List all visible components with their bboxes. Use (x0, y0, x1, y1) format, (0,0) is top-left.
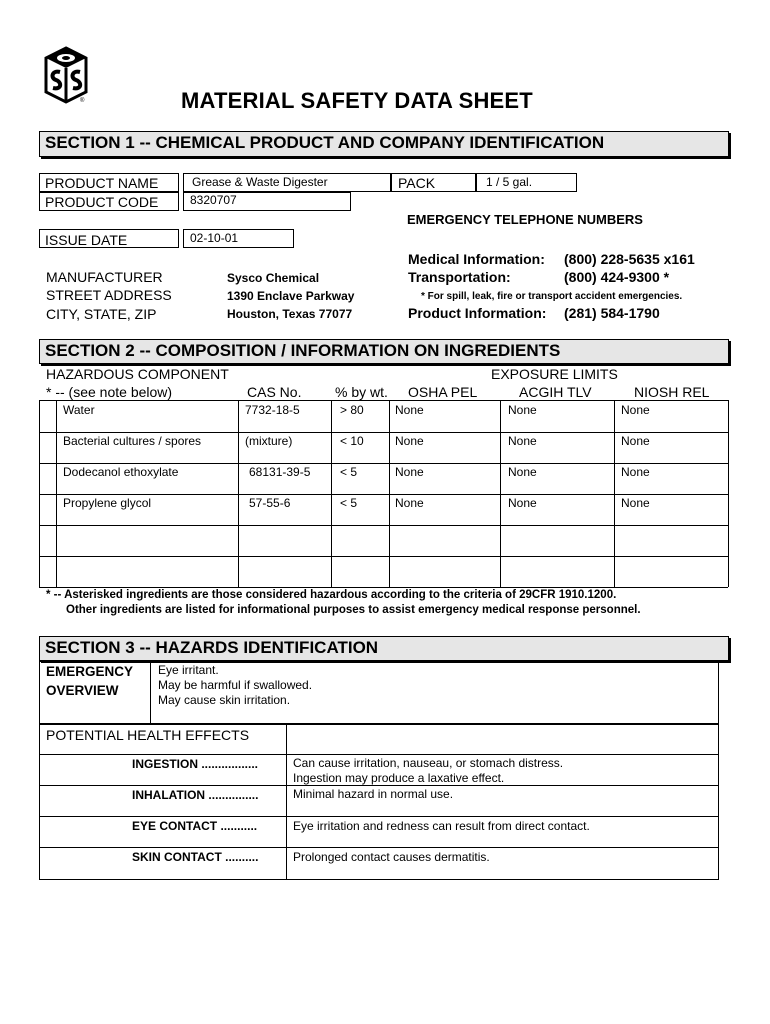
medical-value: (800) 228-5635 x161 (564, 251, 695, 267)
table-row-2-name: Dodecanol ethoxylate (63, 465, 179, 479)
pack-value: 1 / 5 gal. (486, 175, 533, 189)
emergency-overview-label-2: OVERVIEW (46, 683, 119, 698)
table-row-3-osha: None (395, 496, 424, 510)
emergency-overview-box (39, 661, 719, 724)
transport-value: (800) 424-9300 * (564, 269, 670, 285)
table-row-1-cas: (mixture) (245, 434, 293, 448)
issue-date-label: ISSUE DATE (45, 232, 128, 248)
table-row-2-cas: 68131-39-5 (249, 465, 311, 479)
city-label: CITY, STATE, ZIP (46, 306, 157, 322)
potential-health-effects-heading: POTENTIAL HEALTH EFFECTS (46, 727, 250, 743)
product-code-label: PRODUCT CODE (45, 194, 159, 210)
spill-note: * For spill, leak, fire or transport accident emergencies. (421, 291, 683, 302)
pack-label: PACK (398, 175, 436, 191)
table-row-0-pct: > 80 (340, 403, 364, 417)
company-logo: ® (44, 46, 88, 104)
effect-desc-ingestion-2: Ingestion may produce a laxative effect. (293, 771, 505, 785)
col-osha-header: OSHA PEL (408, 384, 478, 400)
table-row-2-osha: None (395, 465, 424, 479)
street-label: STREET ADDRESS (46, 287, 172, 303)
document-title: MATERIAL SAFETY DATA SHEET (181, 88, 533, 113)
overview-line-3: May cause skin irritation. (158, 693, 291, 707)
table-row-0-cas: 7732-18-5 (245, 403, 300, 417)
col-niosh-header: NIOSH REL (634, 384, 710, 400)
medical-label: Medical Information: (408, 251, 545, 267)
col-cas-header: CAS No. (247, 384, 302, 400)
table-row-0-osha: None (395, 403, 424, 417)
table-row-0-niosh: None (621, 403, 650, 417)
table-row-3-acgih: None (508, 496, 537, 510)
table-row-0-acgih: None (508, 403, 537, 417)
overview-line-2: May be harmful if swallowed. (158, 678, 313, 692)
table-row-1-niosh: None (621, 434, 650, 448)
table-row-2-acgih: None (508, 465, 537, 479)
manufacturer-value: Sysco Chemical (227, 271, 320, 285)
footnote-asterisk: * -- Asterisked ingredients are those considered hazardous according to the criteria of 29CFR 1910.1200. (46, 589, 617, 601)
effect-desc-inhalation: Minimal hazard in normal use. (293, 787, 454, 801)
table-row-1-pct: < 10 (340, 434, 364, 448)
table-row-3-name: Propylene glycol (63, 496, 152, 510)
table-row-3-pct: < 5 (340, 496, 358, 510)
col-acgih-header: ACGIH TLV (519, 384, 592, 400)
city-value: Houston, Texas 77077 (227, 307, 353, 321)
section-3-heading: SECTION 3 -- HAZARDS IDENTIFICATION (39, 636, 729, 661)
table-row-2-pct: < 5 (340, 465, 358, 479)
street-value: 1390 Enclave Parkway (227, 289, 355, 303)
exposure-limits-label: EXPOSURE LIMITS (491, 366, 618, 382)
product-name-value: Grease & Waste Digester (192, 175, 328, 189)
effect-route-skin: SKIN CONTACT .......... (132, 850, 259, 864)
table-row-2-niosh: None (621, 465, 650, 479)
effect-route-ingestion: INGESTION ................. (132, 757, 259, 771)
section-2-heading: SECTION 2 -- COMPOSITION / INFORMATION ON INGREDIENTS (39, 339, 729, 364)
overview-line-1: Eye irritant. (158, 663, 219, 677)
product-code-value: 8320707 (190, 193, 237, 207)
table-row-1-acgih: None (508, 434, 537, 448)
effect-desc-eye: Eye irritation and redness can result from direct contact. (293, 819, 590, 833)
product-name-label: PRODUCT NAME (45, 175, 159, 191)
effect-desc-skin: Prolonged contact causes dermatitis. (293, 850, 490, 864)
table-row-0-name: Water (63, 403, 95, 417)
section-1-heading: SECTION 1 -- CHEMICAL PRODUCT AND COMPANY IDENTIFICATION (39, 131, 729, 157)
table-row-1-name: Bacterial cultures / spores (63, 434, 202, 448)
transport-label: Transportation: (408, 269, 511, 285)
product-info-value: (281) 584-1790 (564, 305, 660, 321)
manufacturer-label: MANUFACTURER (46, 269, 163, 285)
issue-date-value: 02-10-01 (190, 231, 239, 245)
effect-route-eye: EYE CONTACT ........... (132, 819, 258, 833)
table-row-3-niosh: None (621, 496, 650, 510)
emergency-overview-label-1: EMERGENCY (46, 664, 134, 679)
col-pct-header: % by wt. (335, 384, 388, 400)
hazardous-component-label: HAZARDOUS COMPONENT (46, 366, 229, 382)
footnote-other: Other ingredients are listed for informational purposes to assist emergency medical response personnel. (66, 604, 641, 616)
effect-route-inhalation: INHALATION ............... (132, 788, 259, 802)
product-info-label: Product Information: (408, 305, 547, 321)
effect-desc-ingestion-1: Can cause irritation, nauseau, or stomach distress. (293, 756, 564, 770)
emergency-heading: EMERGENCY TELEPHONE NUMBERS (407, 212, 643, 227)
table-row-3-cas: 57-55-6 (249, 496, 291, 510)
table-row-1-osha: None (395, 434, 424, 448)
see-note-label: * -- (see note below) (46, 384, 173, 400)
